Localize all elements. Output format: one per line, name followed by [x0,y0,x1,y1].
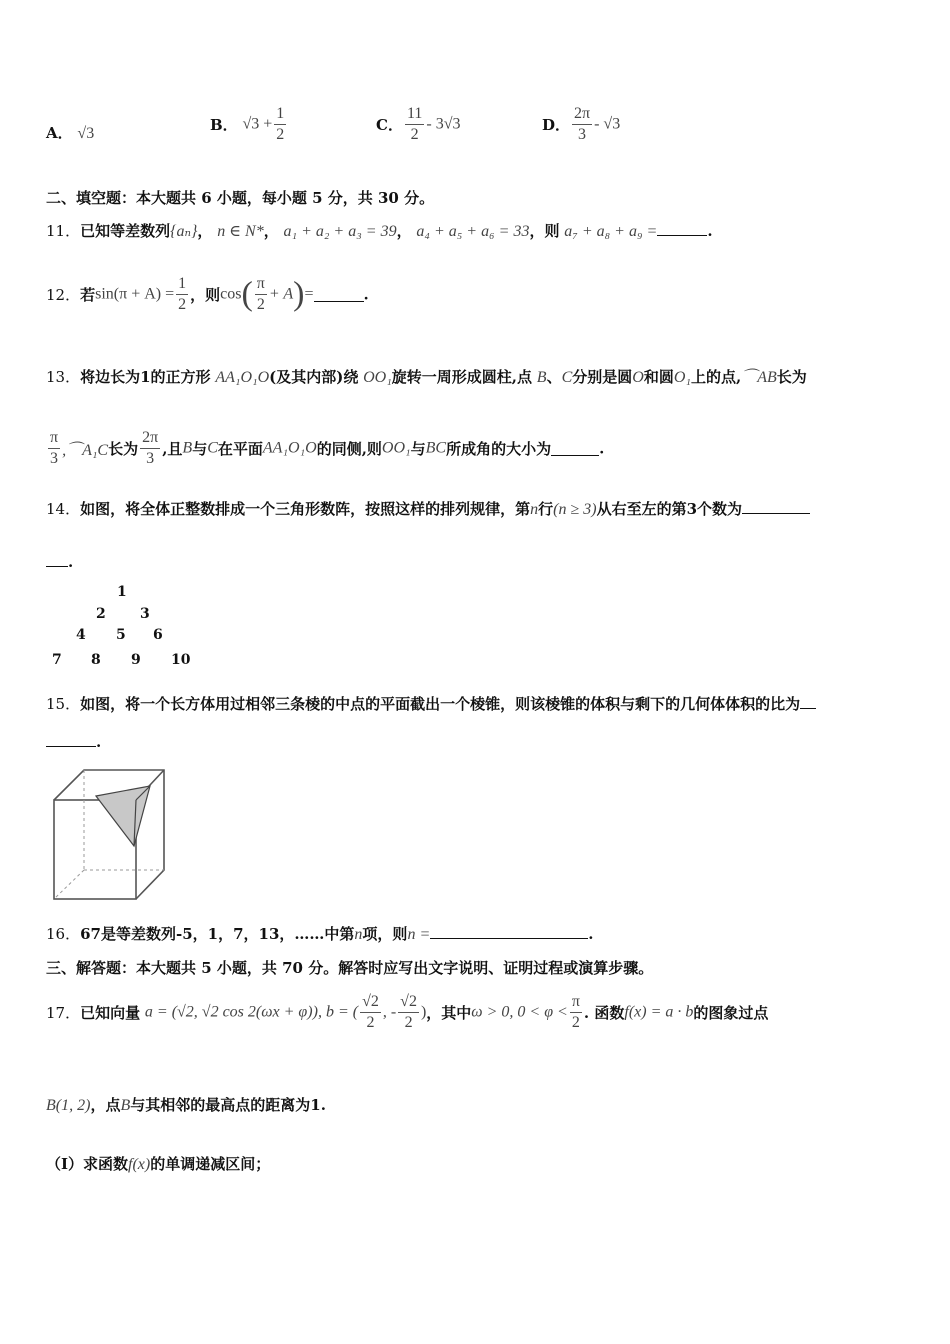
q13-frac2-den: 3 [146,450,155,467]
q13-t2: 的正方形 [150,368,211,386]
q17-vectors: a = (√2, √2 cos 2(ωx + φ)), b = ( [144,1003,359,1021]
question-16 [46,923,593,944]
q17-frac3-den: 2 [571,1014,580,1031]
q11-comma3: ， [396,222,412,240]
q17i-fx: f(x) [128,1156,151,1173]
option-b-num: 1 [274,104,286,125]
triangle-cell: 9 [131,652,141,668]
q13-side: 1 [140,368,151,386]
q13-t5: 、 [546,368,562,386]
q14-t4: 个数为 [697,500,743,518]
section3-heading: 三、解答题：本大题共 5 小题，共 70 分。解答时应写出文字说明、证明过程或演算步骤。 [46,959,654,977]
q14-cond: (n ≥ 3) [553,501,597,518]
q11-target: a₇ + a₈ + a₉ = [564,223,658,240]
number-triangle [46,582,206,672]
option-c-den: 2 [410,126,419,143]
q15-text: 如图，将一个长方体用过相邻三条棱的中点的平面截出一个棱锥，则该棱锥的体积与剩下的几何体体积的比为 [80,695,801,713]
triangle-cell: 2 [96,606,106,622]
q13-t9: 长为 [776,368,807,386]
option-b-letter: B． [210,116,238,134]
q13-c2: C [207,439,218,457]
q17-b: B [120,1097,131,1114]
q12-then: ，则 [190,286,221,304]
q12-frac1-den: 2 [178,296,187,313]
q13-t15: 与 [410,440,426,458]
q17i-label: （Ⅰ）求函数 [46,1155,129,1173]
q17-cond: ω > 0, 0 < φ < [471,1003,568,1021]
q13-c: C [561,369,573,386]
q11-end: . [707,222,713,240]
option-d-den: 3 [578,126,587,143]
q14-n: n [530,501,539,518]
cut-pyramid [96,786,150,846]
cuboid-figure [50,766,170,902]
q17-frac3-num: π [570,992,582,1013]
question-15 [46,693,816,714]
q17-function: f(x) = a · b [624,1003,694,1021]
triangle-cell: 8 [91,652,101,668]
triangle-cell: 5 [116,627,126,643]
q16-n: n [354,926,363,943]
q11-seq: {aₙ} [170,223,198,240]
q17-point-b: B(1, 2) [46,1097,91,1114]
q13-axis: OO₁ [363,369,392,386]
q13-t10: 长为 [108,440,139,458]
option-d-num: 2π [572,104,592,125]
q14-end: . [68,553,74,571]
q15-continuation [46,732,101,751]
option-d [542,104,620,145]
q17-t1: 已知向量 [80,1004,141,1022]
triangle-cell: 4 [76,627,86,643]
q17-distance: 1 [310,1096,321,1114]
q13-t3: (及其内部)绕 [269,368,359,386]
q13-oo1: OO₁ [381,439,411,457]
q12-plus-a: + A [268,285,294,303]
q17-frac2-den: 2 [404,1014,413,1031]
q13-b: B [536,369,547,386]
q12-sin: sin(π + A) = [95,285,175,303]
q12-frac2-den: 2 [256,296,265,313]
option-d-letter: D． [542,116,571,134]
q14-t3: 从右至左的第 [596,500,687,518]
q12-if: 若 [80,286,96,304]
option-a-expr: √3 [77,125,95,142]
option-a [46,122,94,143]
triangle-cell: 10 [171,652,191,668]
q15-number: 15． [46,695,81,713]
question-13-line1 [46,364,807,387]
q13-number: 13． [46,368,81,386]
q16-end: . [588,925,594,943]
q11-comma2: ， [263,222,279,240]
question-12: 12．若sin(π + A) = $\frac{1}{2}$ ，则cos( $\frac{\pi}{2}$ + A)= . [46,275,369,313]
option-b [210,104,288,145]
option-c-tail: - 3√3 [426,115,461,133]
q15-end: . [96,733,102,751]
section2-heading: 二、填空题：本大题共 6 小题，每小题 5 分，共 30 分。 [46,189,435,207]
q13-t4: 旋转一周形成圆柱,点 [391,368,533,386]
option-c [376,104,460,145]
q16-n-eq: n = [407,926,431,943]
q17-frac1-num: √2 [360,992,381,1013]
option-c-num: 11 [405,104,424,125]
answer-blank [800,694,816,709]
option-b-lead: √3 + [242,115,273,133]
q12-number: 12． [46,286,81,304]
triangle-cell: 3 [140,606,150,622]
q17-frac1-den: 2 [366,1014,375,1031]
q17-frac2-num: √2 [398,992,419,1013]
question-11 [46,220,713,241]
q13-t8: 上的点, [690,368,742,386]
triangle-cell: 1 [117,584,127,600]
q12-end: . [363,285,369,304]
q17-t6: 与其相邻的最高点的距离为 [130,1096,311,1114]
q17-t5: ，点 [90,1096,121,1114]
q13-t12: 与 [192,440,208,458]
q17-number: 17． [46,1004,81,1022]
q13-frac2-num: 2π [140,428,160,449]
answer-blank [314,287,364,302]
q12-eq: = [304,285,314,303]
q14-t2: 行 [538,500,554,518]
option-c-letter: C． [376,116,403,134]
q13-t14: 的同侧,则 [316,440,382,458]
q13-b2: B [182,439,193,457]
question-17-line2 [46,1094,326,1115]
answer-blank [551,441,599,456]
q11-number: 11． [46,222,81,240]
q17-t2: ，其中 [426,1004,472,1022]
q13-arc-ab: ⌒AB [741,369,777,386]
q11-cond1: a₁ + a₂ + a₃ = 39 [283,223,397,240]
q12-frac1-num: 1 [176,274,188,295]
answer-blank [657,221,707,236]
q14-continuation [46,552,73,571]
q11-domain: n ∈ N* [217,223,264,240]
q13-end: . [599,439,605,458]
triangle-cell: 6 [153,627,163,643]
q16-number: 16． [46,925,81,943]
answer-blank-cont [46,732,96,747]
q16-t1: 是等差数列 [100,925,176,943]
q14-third: 3 [686,500,698,518]
q13-t1: 将边长为 [80,368,141,386]
q13-o1: O₁ [673,369,691,386]
q13-arc-a1c: ,⌒A₁C [62,442,109,459]
question-17-line1 [46,992,768,1033]
question-14 [46,498,810,519]
answer-blank [430,924,588,939]
q13-square: AA₁O₁O [215,369,270,386]
q13-bc: BC [425,439,447,457]
q13-t6: 分别是圆 [572,368,633,386]
q14-t1: 如图，将全体正整数排成一个三角形数阵，按照这样的排列规律，第 [80,500,531,518]
option-d-tail: - √3 [594,115,621,133]
q16-sequence: -5，1，7，13， [175,925,295,943]
q14-number: 14． [46,500,81,518]
q13-t13: 在平面 [217,440,263,458]
q13-o: O [632,369,644,386]
question-13-line2 [46,428,604,469]
q11-text: 已知等差数列 [80,222,171,240]
hidden-depth [54,870,84,899]
q13-frac1-den: 3 [50,450,59,467]
q13-frac1-num: π [48,428,60,449]
triangle-cell: 7 [52,652,62,668]
q17-t4: 的图象过点 [693,1004,769,1022]
q11-cond2: a₄ + a₅ + a₆ = 33 [416,223,530,240]
q13-t16: 所成角的大小为 [446,440,552,458]
option-a-letter: A． [46,124,73,142]
option-b-den: 2 [276,126,285,143]
q17-sep: , - [382,1003,397,1021]
q17-close: ) [420,1003,427,1021]
q11-comma1: ， [197,222,213,240]
q16-value: 67 [80,925,101,943]
q16-t3: 项，则 [362,925,408,943]
q12-cos: cos [220,285,242,303]
q13-t11: ,且 [162,440,183,458]
q17-t3: . 函数 [583,1004,625,1022]
question-17-part1 [46,1153,270,1174]
q17-t7: . [320,1096,326,1114]
q11-then: ，则 [529,222,560,240]
q13-t7: 和圆 [643,368,674,386]
q12-frac2-num: π [255,274,267,295]
answer-blank-cont [46,552,68,567]
q16-t2: ……中第 [294,925,355,943]
answer-blank [742,499,810,514]
q13-plane: AA₁O₁O [262,439,317,457]
q17i-text: 的单调递减区间； [150,1155,271,1173]
